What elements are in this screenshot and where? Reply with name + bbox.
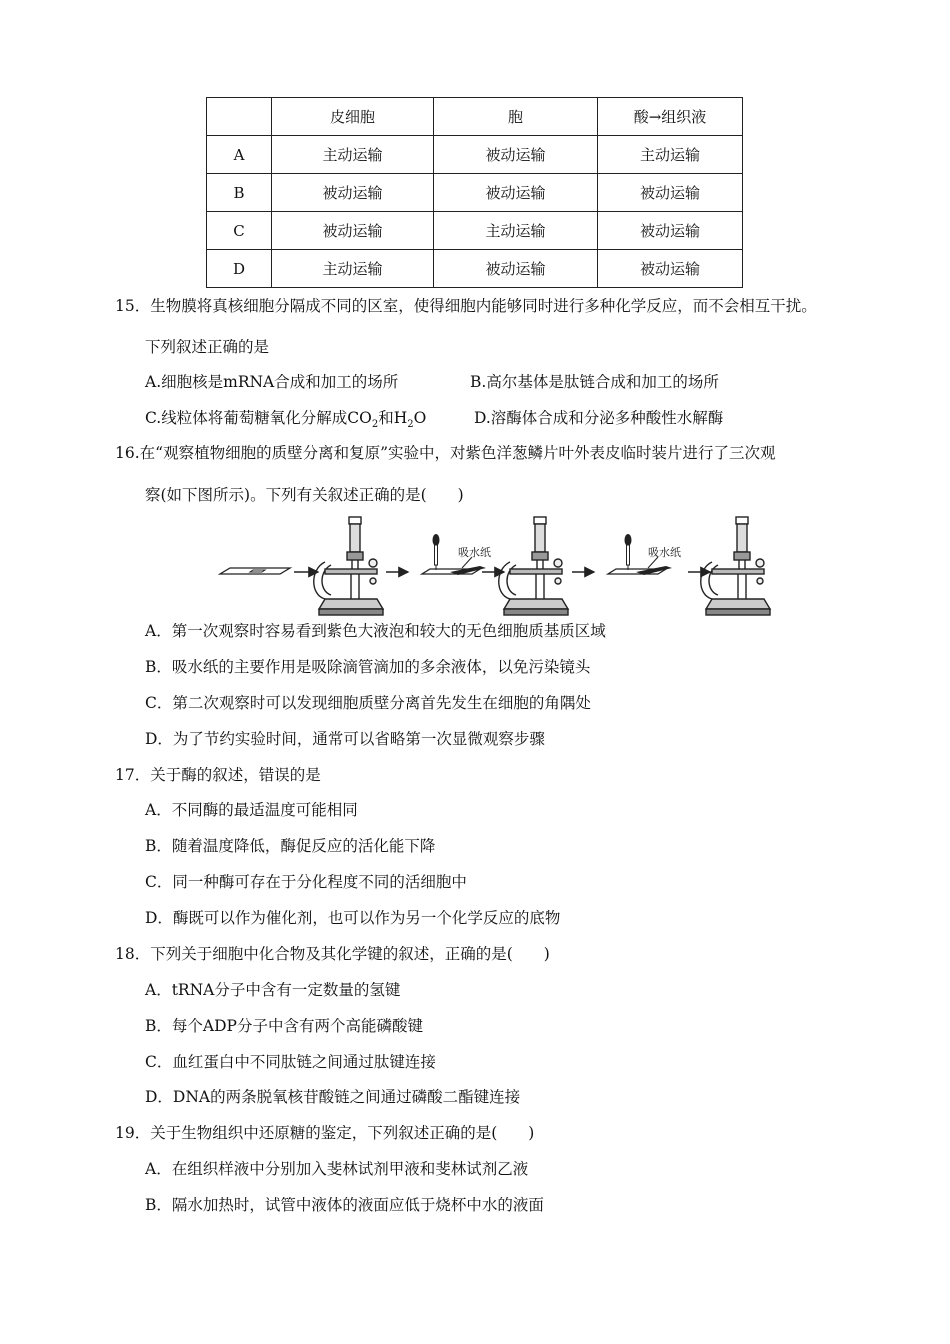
q15-option-b: B.高尔基体是肽链合成和加工的场所: [470, 373, 719, 391]
table-row: [207, 212, 743, 250]
text: O: [413, 409, 427, 427]
subscript: 2: [407, 419, 414, 431]
q18-stem: 18．下列关于细胞中化合物及其化学键的叙述，正确的是( ): [115, 945, 550, 963]
q16-option-a: A．第一次观察时容易看到紫色大液泡和较大的无色细胞质基质区域: [145, 622, 606, 640]
table-cell: C: [207, 212, 272, 250]
table-cell: D: [207, 250, 272, 288]
text: 和H: [378, 409, 408, 427]
microscope-icon: [701, 517, 770, 615]
fig-label-blotting-paper-2: 吸水纸: [648, 547, 681, 559]
q17-option-c: C．同一种酶可存在于分化程度不同的活细胞中: [145, 873, 467, 891]
table-cell: 被动运输: [272, 212, 434, 250]
q17-option-d: D．酶既可以作为催化剂，也可以作为另一个化学反应的底物: [145, 909, 561, 927]
table-cell: [207, 98, 272, 136]
table-cell: 被动运输: [434, 174, 598, 212]
q17-stem: 17．关于酶的叙述，错误的是: [115, 766, 321, 784]
table-cell: 被动运输: [272, 174, 434, 212]
table-cell: 被动运输: [598, 212, 743, 250]
q17-option-b: B．随着温度降低，酶促反应的活化能下降: [145, 837, 436, 855]
table-row: [207, 136, 743, 174]
q16-stem: 16.在“观察植物细胞的质壁分离和复原”实验中，对紫色洋葱鳞片叶外表皮临时装片进行了三次观: [115, 444, 776, 462]
q16-stem-cont: 察(如下图所示)。下列有关叙述正确的是( ): [145, 486, 464, 504]
table-cell: 酸→组织液: [598, 98, 743, 136]
table-cell: 主动运输: [272, 250, 434, 288]
table-cell: 被动运输: [434, 136, 598, 174]
table-cell: 被动运输: [598, 250, 743, 288]
q18-option-a: A．tRNA分子中含有一定数量的氢键: [145, 981, 401, 999]
table-cell: 皮细胞: [272, 98, 434, 136]
q15-option-a: A.细胞核是mRNA合成和加工的场所: [145, 373, 399, 391]
table-cell: A: [207, 136, 272, 174]
text: C.线粒体将葡萄糖氧化分解成CO: [145, 409, 372, 427]
table-header-row: [207, 98, 743, 136]
q15-stem-cont: 下列叙述正确的是: [145, 338, 270, 356]
table-cell: 主动运输: [434, 212, 598, 250]
fig-label-blotting-paper-1: 吸水纸: [458, 547, 491, 559]
q19-option-a: A．在组织样液中分别加入斐林试剂甲液和斐林试剂乙液: [145, 1160, 529, 1178]
q19-stem: 19．关于生物组织中还原糖的鉴定，下列叙述正确的是( ): [115, 1124, 535, 1142]
q16-option-b: B．吸水纸的主要作用是吸除滴管滴加的多余液体，以免污染镜头: [145, 658, 591, 676]
table-cell: 被动运输: [598, 174, 743, 212]
microscope-icon: [314, 517, 383, 615]
slide-icon: [220, 568, 290, 574]
q17-option-a: A．不同酶的最适温度可能相同: [145, 801, 358, 819]
table-cell: 被动运输: [434, 250, 598, 288]
q15-option-c: [145, 408, 426, 435]
q18-option-b: B．每个ADP分子中含有两个高能磷酸键: [145, 1017, 423, 1035]
table-cell: B: [207, 174, 272, 212]
table-row: [207, 174, 743, 212]
subscript: 2: [371, 419, 379, 431]
table-cell: 胞: [434, 98, 598, 136]
q15-option-d: D.溶酶体合成和分泌多种酸性水解酶: [474, 409, 724, 427]
microscope-procedure-figure: [210, 512, 780, 617]
q19-option-b: B．隔水加热时，试管中液体的液面应低于烧杯中水的液面: [145, 1196, 544, 1214]
microscope-icon: [499, 517, 568, 615]
transport-table: [206, 97, 743, 288]
q15-stem: 15．生物膜将真核细胞分隔成不同的区室，使得细胞内能够同时进行多种化学反应，而不会相互干扰。: [115, 297, 817, 315]
q18-option-d: D．DNA的两条脱氧核苷酸链之间通过磷酸二酯键连接: [145, 1088, 521, 1106]
q18-option-c: C．血红蛋白中不同肽链之间通过肽键连接: [145, 1053, 436, 1071]
table-cell: 主动运输: [598, 136, 743, 174]
table-row: [207, 250, 743, 288]
table-cell: 主动运输: [272, 136, 434, 174]
q16-option-d: D．为了节约实验时间，通常可以省略第一次显微观察步骤: [145, 730, 545, 748]
q16-option-c: C．第二次观察时可以发现细胞质壁分离首先发生在细胞的角隅处: [145, 694, 591, 712]
